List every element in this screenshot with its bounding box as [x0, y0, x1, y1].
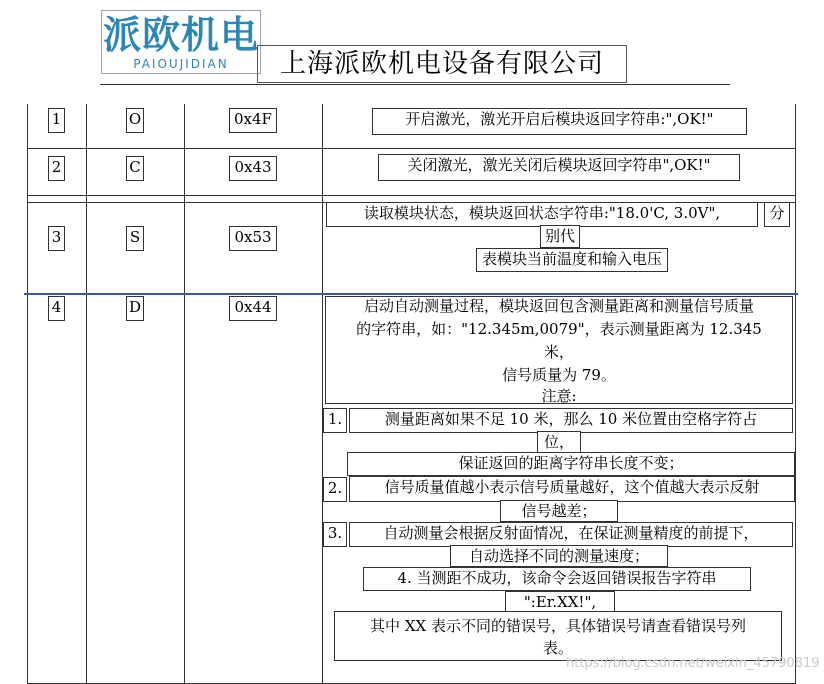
watermark: https://blog.csdn.net/weixin_45790819: [566, 656, 820, 671]
description-line: 米，: [543, 343, 574, 361]
note-text: 4. 当测距不成功，该命令会返回错误报告字符串: [363, 567, 751, 591]
note-text: 信号质量值越小表示信号质量越好，这个值越大表示反射: [349, 476, 795, 502]
note-text: ":Er.XX!",: [505, 591, 615, 615]
table-cell-command: C: [126, 156, 144, 181]
description-line: 信号质量为 79。: [502, 366, 616, 384]
table-cell-command: O: [126, 108, 144, 133]
note-number: 3.: [323, 522, 347, 547]
logo-english-text: PAIOUJIDIAN: [133, 57, 229, 71]
table-cell-number: 3: [48, 226, 65, 251]
note-text: 位，: [537, 431, 581, 454]
note-text: 自动选择不同的测量速度；: [450, 545, 668, 567]
table-cell-command: D: [126, 296, 144, 321]
note-text: 信号越差；: [500, 500, 618, 522]
table-border-left: [27, 104, 28, 684]
note-text: 测量距离如果不足 10 米，那么 10 米位置由空格字符占: [349, 408, 793, 433]
table-divider-1: [86, 104, 87, 684]
company-name: 上海派欧机电设备有限公司: [257, 45, 627, 83]
table-cell-number: 1: [48, 108, 65, 133]
row-separator: [27, 195, 796, 196]
table-cell-number: 4: [48, 296, 65, 321]
description-line: 的字符串，如："12.345m,0079"，表示测量距离为 12.345: [356, 320, 762, 338]
table-cell-description: 表模块当前温度和输入电压: [476, 248, 668, 272]
logo-chinese-text: 派欧机电: [102, 13, 259, 57]
table-cell-description: 读取模块状态，模块返回状态字符串:"18.0'C, 3.0V",: [326, 202, 758, 227]
tail-text: 其中 XX 表示不同的错误号，具体错误号请查看错误号列: [370, 617, 746, 635]
table-divider-2: [184, 104, 185, 684]
row-separator-highlight: [24, 293, 798, 295]
note-text: 保证返回的距离字符串长度不变；: [347, 452, 795, 476]
table-cell-description: 分: [764, 202, 790, 227]
tail-text: 表。: [542, 639, 573, 657]
table-border-right: [795, 104, 796, 684]
table-cell-description: 关闭激光，激光关闭后模块返回字符串",OK!": [378, 154, 740, 181]
description-line: 注意:: [541, 387, 577, 405]
table-cell-description: 别代: [540, 225, 580, 248]
table-cell-hex: 0x43: [229, 156, 277, 181]
header-rule: [100, 84, 730, 85]
table-cell-hex: 0x53: [229, 226, 277, 251]
company-logo: [101, 10, 261, 74]
table-cell-description: 开启激光，激光开启后模块返回字符串:",OK!": [372, 108, 747, 135]
table-cell-hex: 0x44: [229, 296, 277, 321]
note-text: 自动测量会根据反射面情况，在保证测量精度的前提下，: [349, 522, 793, 547]
note-number: 2.: [323, 477, 347, 502]
table-cell-number: 2: [48, 156, 65, 181]
table-cell-command: S: [126, 226, 144, 251]
table-cell-hex: 0x4F: [229, 108, 277, 133]
table-divider-3: [322, 104, 323, 684]
row-separator: [27, 148, 796, 149]
note-number: 1.: [323, 408, 347, 433]
description-line: 启动自动测量过程，模块返回包含测量距离和测量信号质量: [363, 297, 754, 315]
